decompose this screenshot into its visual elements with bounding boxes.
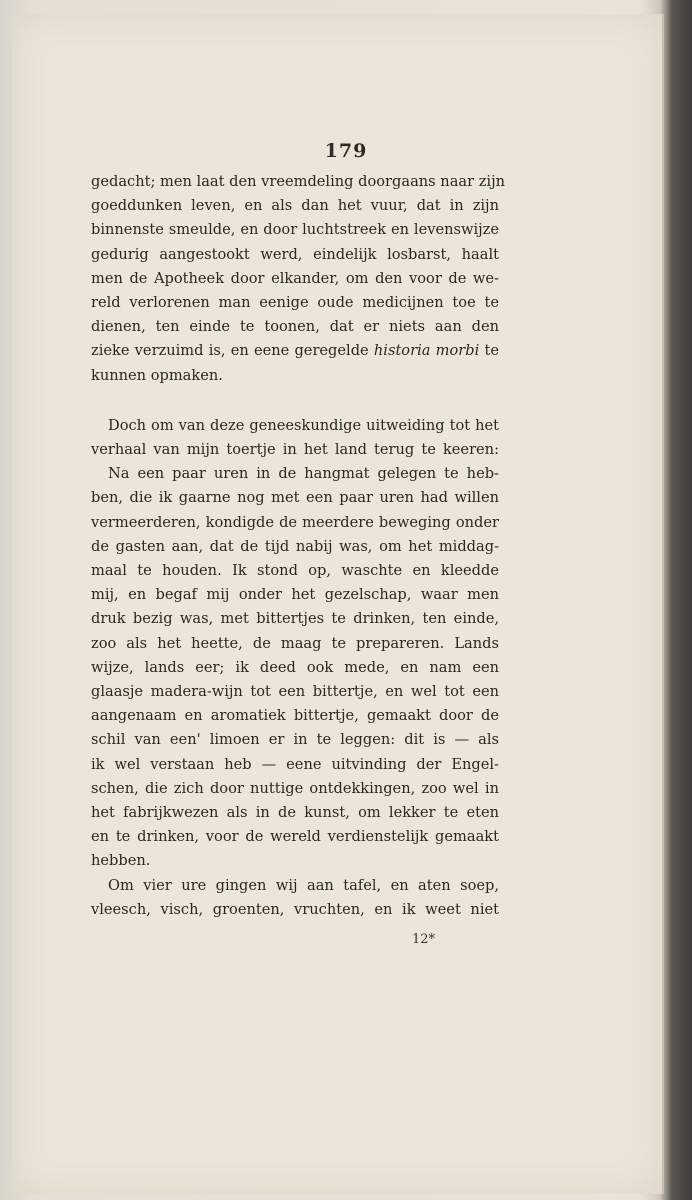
text-line: schil van een' limoen er in te leggen: dit is — als (91, 731, 499, 749)
page-number: 179 (324, 140, 368, 162)
text-line: de gasten aan, dat de tijd nabij was, om het middag- (91, 537, 499, 555)
text-line: gedacht; men laat den vreemdeling doorgaans naar zijn (91, 173, 505, 190)
signature-mark: 12* (412, 932, 436, 947)
text-line: het fabrijkwezen als in de kunst, om lekker te eten (91, 804, 499, 821)
text-line: mij, en begaf mij onder het gezelschap, waar men (91, 586, 499, 604)
text-line: reld verlorenen man eenige oude medicijnen toe te (91, 294, 499, 311)
text-line: binnenste smeulde, en door luchtstreek en levenswijze (91, 221, 499, 239)
text-line: maal te houden. Ik stond op, waschte en kleedde (91, 562, 499, 579)
text-line: Om vier ure gingen wij aan tafel, en aten soep, (108, 876, 499, 894)
text-line: men de Apotheek door elkander, om den voor de we- (91, 269, 499, 287)
text-line: zoo als het heette, de maag te prepareren. Lands (91, 634, 499, 652)
text-line: kunnen opmaken. (91, 366, 223, 384)
text-line: schen, die zich door nuttige ontdekkingen, zoo wel in (91, 779, 499, 797)
text-line: ben, die ik gaarne nog met een paar uren had willen (91, 489, 499, 507)
latin-term: historia morbi (373, 342, 480, 360)
text-line: aangenaam en aromatiek bittertje, gemaakt door de (91, 707, 499, 725)
text-line: gedurig aangestookt werd, eindelijk losbarst, haalt (91, 245, 499, 263)
text-line: zieke verzuimd is, en eene geregelde historia morbi te (91, 342, 499, 360)
text-line: goeddunken leven, en als dan het vuur, dat in zijn (91, 197, 499, 215)
text-line: wijze, lands eer; ik deed ook mede, en nam een (91, 658, 499, 676)
text-line: Doch om van deze geneeskundige uitweiding tot het (108, 416, 499, 434)
text-line: druk bezig was, met bittertjes te drinken, ten einde, (91, 610, 499, 628)
text-line: glaasje madera-wijn tot een bittertje, en wel tot een (91, 683, 499, 700)
text-line: hebben. (91, 852, 151, 870)
text-line: Na een paar uren in de hangmat gelegen te heb- (108, 465, 499, 483)
text-line: en te drinken, voor de wereld verdienstelijk gemaakt (91, 828, 499, 846)
text-line: ik wel verstaan heb — eene uitvinding der Engel- (91, 755, 499, 773)
text-line: vleesch, visch, groenten, vruchten, en ik weet niet (91, 900, 499, 918)
text-line: vermeerderen, kondigde de meerdere beweging onder (91, 513, 499, 531)
text-line: dienen, ten einde te toonen, dat er niets aan den (91, 318, 499, 336)
text-line: verhaal van mijn toertje in het land terug te keeren: (91, 441, 499, 458)
